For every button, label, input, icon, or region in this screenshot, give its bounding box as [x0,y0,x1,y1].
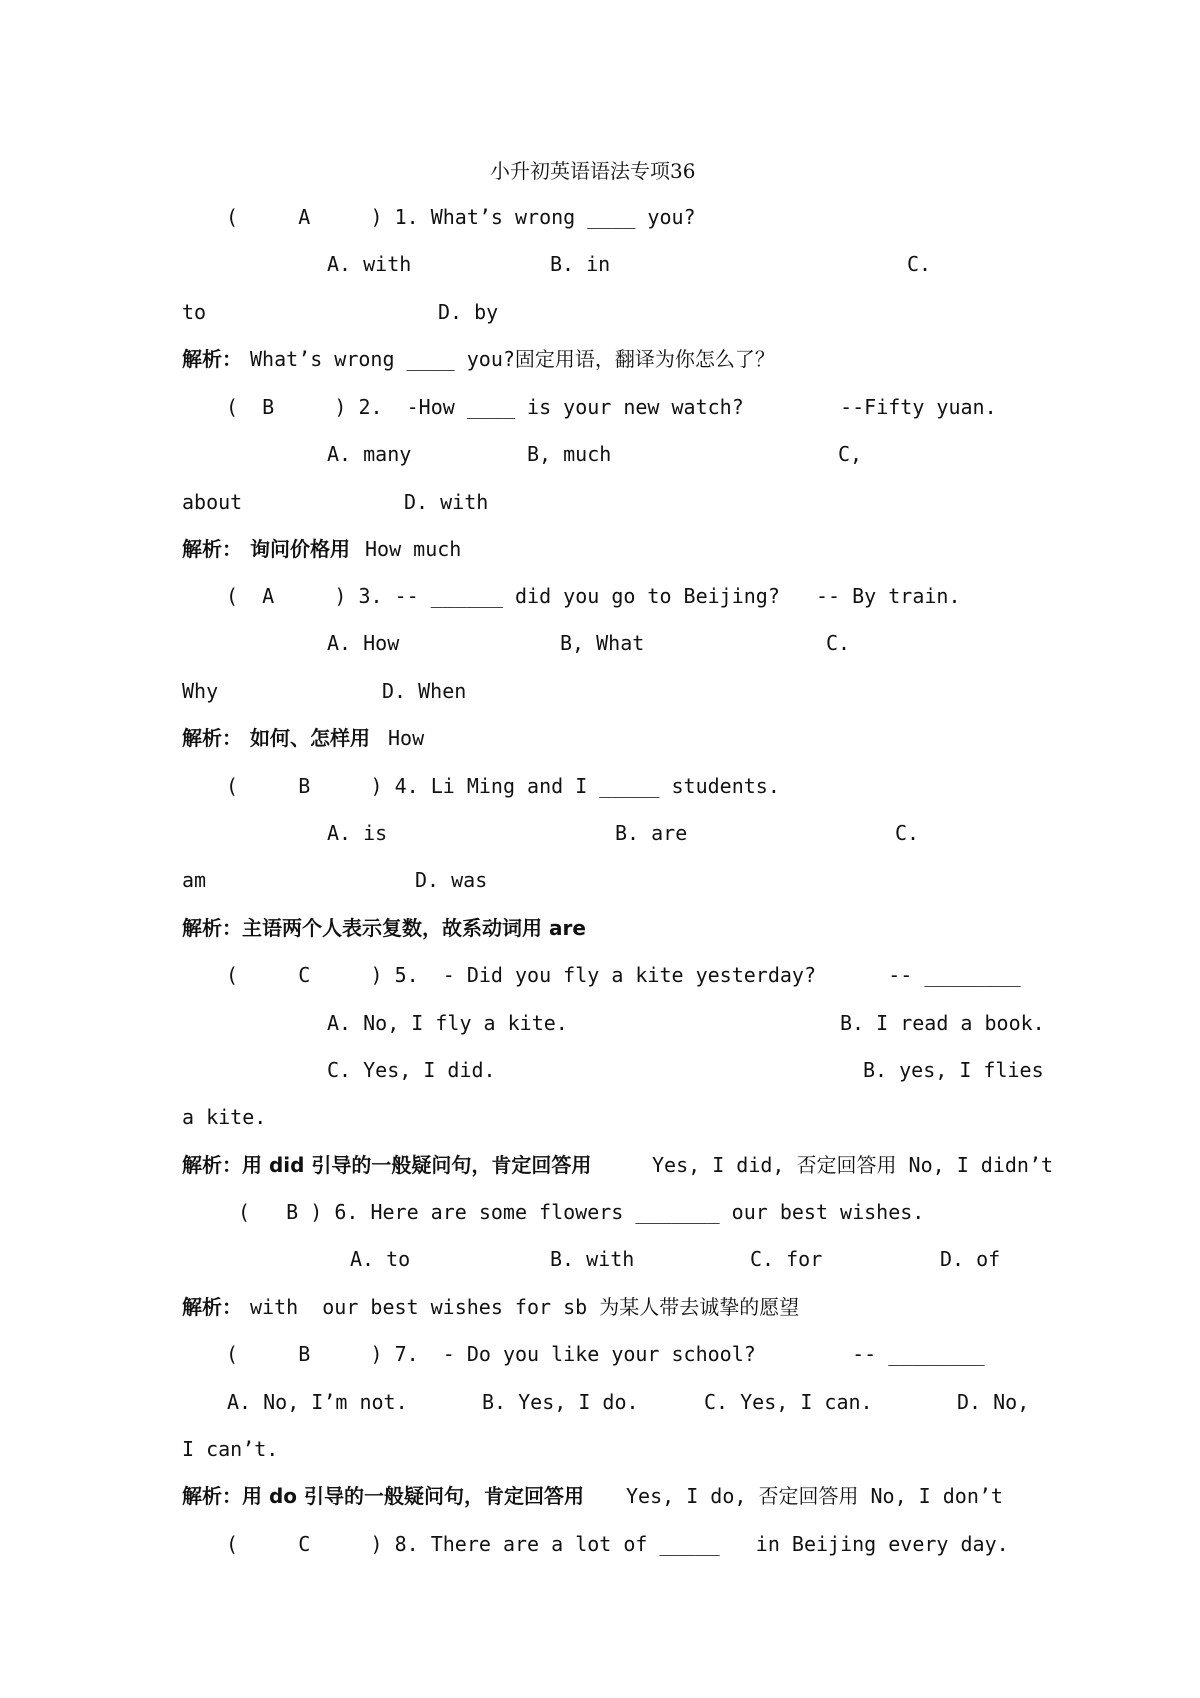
q4-option-c: C. [895,821,920,845]
q3-analysis-bold: 如何、怎样用 [250,726,370,750]
q6-analysis-text: with our best wishes for sb 为某人带去诚挚的愿望 [250,1295,800,1319]
q6-analysis-label: 解析： [182,1295,242,1319]
question-8: ( C ) 8. There are a lot of _____ in Beijing every day. [226,1532,1009,1556]
q3-option-c-text: Why [182,679,219,703]
q6-option-d: D. of [940,1247,1001,1271]
q4-option-a: A. is [327,821,388,845]
q2-option-b: B, much [527,442,612,466]
question-7: ( B ) 7. - Do you like your school? -- ________ [226,1342,985,1366]
q5-analysis-text: Yes, I did, 否定回答用 No, I didn’t [652,1153,1054,1177]
question-6: ( B ) 6. Here are some flowers _______ our best wishes. [238,1200,925,1224]
question-2: ( B ) 2. -How ____ is your new watch? --Fifty yuan. [226,395,997,419]
q1-option-c-text: to [182,300,207,324]
q5-option-a: A. No, I fly a kite. [327,1011,568,1035]
q5-option-c: C. Yes, I did. [327,1058,496,1082]
q2-option-d: D. with [404,490,489,514]
q7-option-d: D. No, [957,1390,1030,1414]
q4-analysis: 解析：主语两个人表示复数，故系动词用 are [182,916,586,940]
question-5: ( C ) 5. - Did you fly a kite yesterday? -- ________ [226,963,1021,987]
q1-analysis-text: What’s wrong ____ you?固定用语，翻译为你怎么了？ [250,347,775,371]
q6-option-c: C. for [750,1247,823,1271]
q1-option-a: A. with [327,252,412,276]
q4-option-b: B. are [615,821,688,845]
q4-option-d: D. was [415,868,488,892]
q2-analysis-label: 解析： [182,537,242,561]
q5-analysis-label: 解析：用 did 引导的一般疑问句，肯定回答用 [182,1153,592,1177]
q1-option-b: B. in [550,252,611,276]
q7-analysis-label: 解析：用 do 引导的一般疑问句，肯定回答用 [182,1484,584,1508]
q3-option-c: C. [826,631,851,655]
question-1: ( A ) 1. What’s wrong ____ you? [226,205,696,229]
q2-option-a: A. many [327,442,412,466]
q3-option-b: B, What [560,631,645,655]
page-title: 小升初英语语法专项36 [490,159,696,183]
q3-option-a: A. How [327,631,400,655]
q3-option-d: D. When [382,679,467,703]
question-4: ( B ) 4. Li Ming and I _____ students. [226,774,780,798]
q2-analysis-bold: 询问价格用 [250,537,350,561]
q1-option-d: D. by [438,300,499,324]
q2-option-c-text: about [182,490,243,514]
q2-analysis-text: How much [365,537,462,561]
q1-analysis-label: 解析： [182,347,242,371]
q7-analysis-text: Yes, I do, 否定回答用 No, I don’t [626,1484,1003,1508]
q7-option-c: C. Yes, I can. [704,1390,873,1414]
q1-option-c: C. [907,252,932,276]
q6-option-a: A. to [350,1247,411,1271]
q6-option-b: B. with [550,1247,635,1271]
question-3: ( A ) 3. -- ______ did you go to Beijing? -- By train. [226,584,961,608]
q4-option-c-text: am [182,868,207,892]
q7-option-a: A. No, I’m not. [227,1390,408,1414]
q7-option-b: B. Yes, I do. [482,1390,639,1414]
q5-option-d: B. yes, I flies [863,1058,1044,1082]
q2-option-c: C, [838,442,863,466]
q3-analysis-label: 解析： [182,726,242,750]
q5-option-d-text: a kite. [182,1105,267,1129]
q3-analysis-text: How [388,726,425,750]
q7-option-d-text: I can’t. [182,1437,279,1461]
q5-option-b: B. I read a book. [840,1011,1045,1035]
